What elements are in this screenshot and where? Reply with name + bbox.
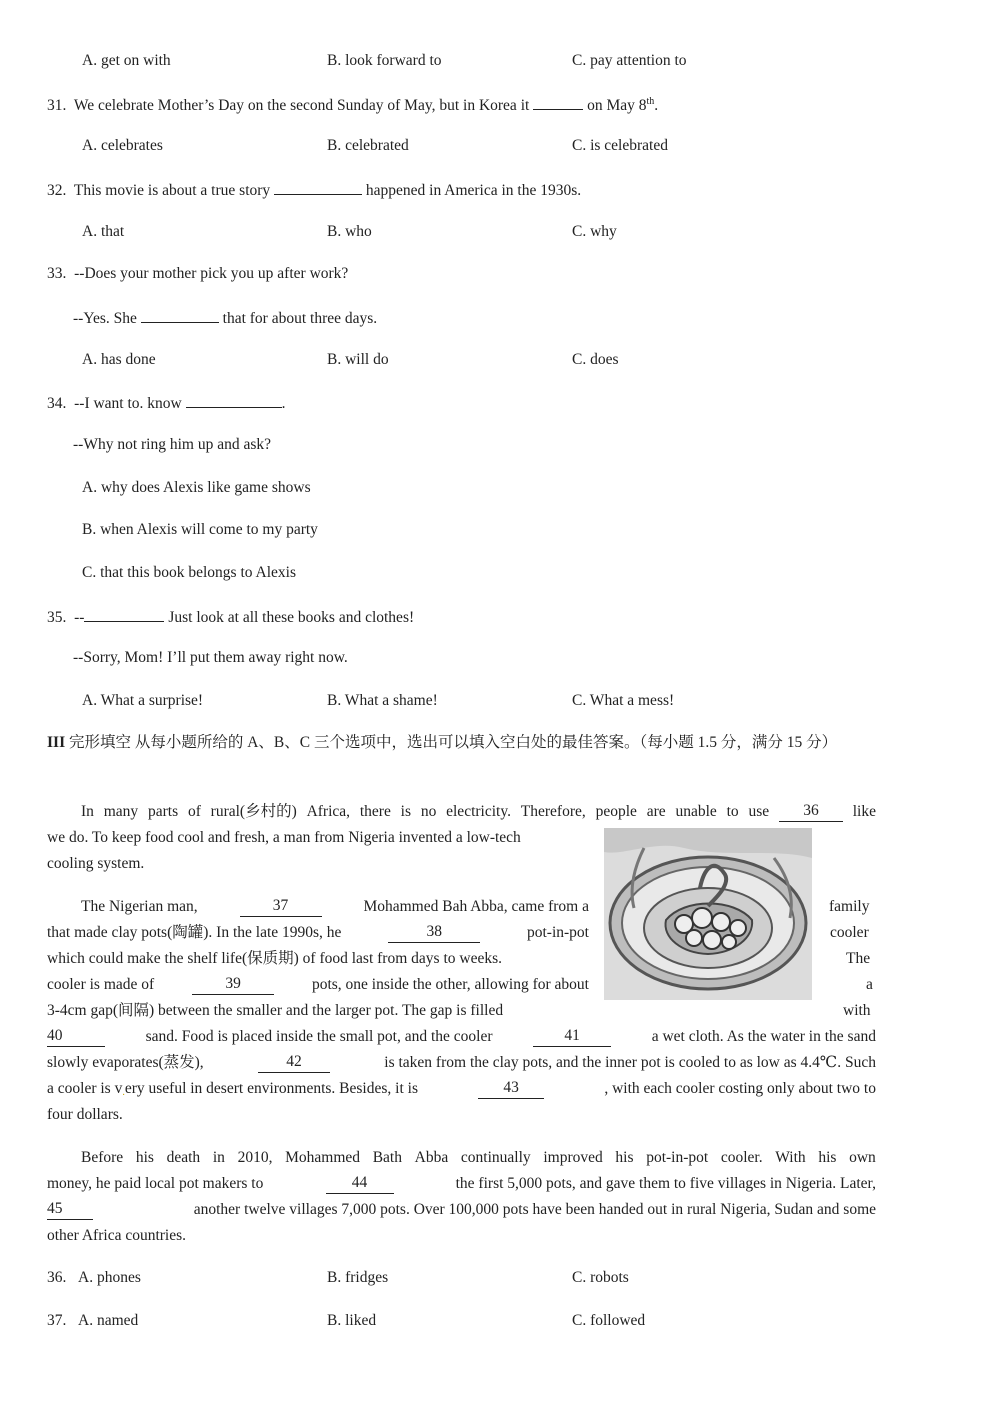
word: Bath — [372, 1149, 402, 1166]
word: continually — [460, 1149, 531, 1166]
q35-line-2: --Sorry, Mom! I’ll put them away right now. — [73, 649, 348, 666]
word: like — [852, 803, 876, 820]
q34-stem — [47, 393, 286, 414]
q31-option-c: C. is celebrated — [572, 137, 668, 154]
text-run: slowly evaporates(蒸发), — [47, 1054, 204, 1071]
text-run: sand. Food is placed inside the small pot, and the cooler — [145, 1028, 493, 1045]
q37-option-b: B. liked — [327, 1312, 377, 1329]
text-run: is taken from the clay pots, and the inner pot is cooled to as low as 4.4℃. Such — [384, 1054, 876, 1071]
question-number: 32. — [47, 182, 67, 199]
passage-p1-line-1 — [81, 803, 876, 822]
q37-number: 37. — [47, 1312, 67, 1329]
word: parts — [147, 803, 179, 820]
word: Therefore, — [520, 803, 586, 820]
q35-line-1: Just look at all these books and clothes! — [168, 609, 415, 626]
passage-p2-line-8 — [47, 1080, 876, 1099]
text-run: Mohammed Bah Abba, came from a — [363, 898, 589, 915]
q35-option-b: B. What a shame! — [327, 692, 438, 709]
text-run: another twelve villages 7,000 pots. Over 100,000 pots have been handed out in rural Nigeria, Sudan and some — [193, 1201, 876, 1218]
superscript: th — [646, 95, 655, 107]
q37-option-c: C. followed — [572, 1312, 646, 1329]
word: unable — [675, 803, 717, 820]
text-run: the first 5,000 pots, and gave them to five villages in Nigeria. Later, — [455, 1175, 876, 1192]
question-number: 33. — [47, 265, 67, 282]
passage-p2-line-5-end: with — [843, 1002, 871, 1019]
word: his — [615, 1149, 634, 1166]
q30-option-c: C. pay attention to — [572, 52, 687, 69]
q31-stem-text-2: on May 8 — [587, 97, 647, 114]
q31-stem — [47, 95, 658, 116]
passage-p2-line-6 — [47, 1028, 876, 1047]
passage-p2-line-1 — [81, 898, 589, 917]
stray-mark: . — [122, 1087, 125, 1098]
answer-blank — [533, 95, 583, 110]
word: his — [135, 1149, 154, 1166]
q33-option-a: A. has done — [82, 351, 156, 368]
cloze-blank-40: 40 — [47, 1028, 105, 1047]
word: in — [212, 1149, 225, 1166]
clay-pot-illustration — [604, 828, 812, 1000]
passage-p2-line-4-end: a — [866, 976, 873, 993]
word: own — [849, 1149, 876, 1166]
passage-p1-line-3: cooling system. — [47, 855, 145, 872]
text-run: pot-in-pot — [526, 924, 589, 941]
word: electricity. — [446, 803, 511, 820]
q36-option-a: A. phones — [78, 1269, 141, 1286]
q35-dash: -- — [74, 609, 85, 626]
q35-option-a: A. What a surprise! — [82, 692, 204, 709]
answer-blank — [141, 308, 219, 323]
passage-p2-line-3-end: The — [846, 950, 871, 967]
q36-number: 36. — [47, 1269, 67, 1286]
q32-option-c: C. why — [572, 223, 617, 240]
cloze-blank-38: 38 — [388, 924, 480, 943]
cloze-blank-39: 39 — [192, 976, 274, 995]
q33-reply — [73, 308, 377, 329]
word: to — [726, 803, 739, 820]
word: 2010, — [237, 1149, 273, 1166]
q32-option-b: B. who — [327, 223, 372, 240]
q31-stem-text: We celebrate Mother’s Day on the second Sunday of May, but in Korea it — [73, 97, 530, 114]
text-run: that made clay pots(陶罐). In the late 1990s, he — [47, 924, 342, 941]
q33-reply-text-2: that for about three days. — [222, 310, 378, 327]
section-instructions: 完形填空 从每小题所给的 A、B、C 三个选项中，选出可以填入空白处的最佳答案。（每小题 1.5 分，满分 15 分） — [65, 734, 838, 751]
word: cooler. — [720, 1149, 763, 1166]
text-run: , with each cooler costing only about two to — [604, 1080, 876, 1097]
word: pot-in-pot — [646, 1149, 709, 1166]
word: With — [775, 1149, 806, 1166]
section-heading — [47, 730, 877, 756]
section-number: III — [47, 734, 66, 751]
q34-line-1-end: . — [281, 395, 286, 412]
word: improved — [543, 1149, 603, 1166]
answer-blank — [186, 393, 282, 408]
word: his — [818, 1149, 837, 1166]
cloze-blank-45: 45 — [47, 1201, 93, 1220]
answer-blank — [274, 180, 362, 195]
passage-p2-line-2 — [47, 924, 589, 943]
cloze-blank-44: 44 — [326, 1175, 394, 1194]
q34-option-b: B. when Alexis will come to my party — [82, 521, 318, 538]
q32-stem-text-2: happened in America in the 1930s. — [365, 182, 582, 199]
word: people — [595, 803, 637, 820]
q32-stem-text: This movie is about a true story — [73, 182, 271, 199]
text-run: a wet cloth. As the water in the sand — [651, 1028, 876, 1045]
passage-p2-line-7 — [47, 1054, 876, 1073]
q34-line-2: --Why not ring him up and ask? — [73, 436, 272, 453]
passage-p2-line-2-end: cooler — [830, 924, 869, 941]
q34-line-1: --I want to. know — [74, 395, 182, 412]
q34-option-c: C. that this book belongs to Alexis — [82, 564, 296, 581]
passage-p3-line-1 — [81, 1149, 876, 1168]
word: Before — [81, 1149, 124, 1166]
q33-reply-text: --Yes. She — [73, 310, 137, 327]
passage-p1-line-2: we do. To keep food cool and fresh, a man from Nigeria invented a low-tech — [47, 829, 521, 846]
word: In — [81, 803, 94, 820]
q34-option-a: A. why does Alexis like game shows — [82, 479, 311, 496]
text-run: money, he paid local pot makers to — [47, 1175, 264, 1192]
word: is — [400, 803, 411, 820]
passage-p2-line-4 — [47, 976, 589, 995]
cloze-blank-41: 41 — [533, 1028, 611, 1047]
q37-option-a: A. named — [78, 1312, 139, 1329]
q33-stem — [47, 265, 348, 284]
text-run: a cooler is v — [47, 1080, 123, 1097]
text-run: cooler is made of — [47, 976, 155, 993]
q36-option-c: C. robots — [572, 1269, 629, 1286]
q30-option-b: B. look forward to — [327, 52, 442, 69]
word: many — [103, 803, 139, 820]
word: of — [187, 803, 201, 820]
passage-p3-line-3 — [47, 1201, 876, 1220]
question-number: 34. — [47, 395, 67, 412]
q32-stem — [47, 180, 581, 201]
passage-p3-line-2 — [47, 1175, 876, 1194]
q31-option-b: B. celebrated — [327, 137, 409, 154]
q31-option-a: A. celebrates — [82, 137, 163, 154]
cloze-blank-37: 37 — [240, 898, 322, 917]
answer-blank — [84, 607, 164, 622]
pot-in-pot-image-icon — [604, 828, 812, 1000]
word: Abba — [414, 1149, 449, 1166]
q30-option-a: A. get on with — [82, 52, 171, 69]
passage-p2-line-1-end: family — [829, 898, 870, 915]
q33-option-c: C. does — [572, 351, 619, 368]
text-run: ery useful in desert environments. Besides, it is — [124, 1080, 418, 1097]
q35-stem — [47, 607, 414, 628]
word: there — [359, 803, 391, 820]
passage-p2-line-5: 3-4cm gap(间隔) between the smaller and the larger pot. The gap is filled — [47, 1002, 504, 1019]
word: Africa, — [306, 803, 351, 820]
word: no — [420, 803, 437, 820]
question-number: 31. — [47, 97, 67, 114]
q31-stem-end: . — [654, 97, 659, 114]
cloze-blank-36: 36 — [779, 803, 843, 822]
word: death — [166, 1149, 201, 1166]
word: Mohammed — [285, 1149, 361, 1166]
passage-p3-line-4: other Africa countries. — [47, 1227, 187, 1244]
q33-line-1: --Does your mother pick you up after work? — [74, 265, 349, 282]
word: are — [646, 803, 666, 820]
q32-option-a: A. that — [82, 223, 125, 240]
word: rural(乡村的) — [210, 803, 297, 820]
text-run: The Nigerian man, — [81, 898, 198, 915]
q36-option-b: B. fridges — [327, 1269, 389, 1286]
passage-p2-line-3: which could make the shelf life(保质期) of food last from days to weeks. — [47, 950, 502, 967]
cloze-blank-43: 43 — [478, 1080, 544, 1099]
q33-option-b: B. will do — [327, 351, 389, 368]
passage-p2-line-9: four dollars. — [47, 1106, 123, 1123]
cloze-blank-42: 42 — [258, 1054, 330, 1073]
word: use — [748, 803, 770, 820]
question-number: 35. — [47, 609, 67, 626]
text-run: pots, one inside the other, allowing for about — [311, 976, 589, 993]
q35-option-c: C. What a mess! — [572, 692, 675, 709]
